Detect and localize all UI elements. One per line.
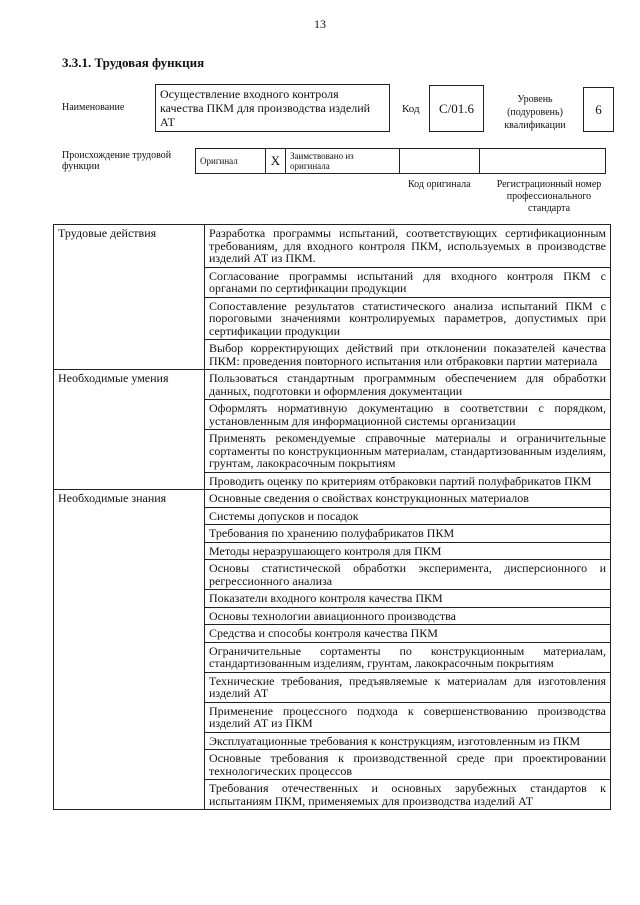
borrowed-label: Заимствовано из оригинала	[290, 151, 354, 171]
reg-number-cell	[480, 149, 606, 174]
section-item: Ограничительные сортаменты по конструкционным материалам, стандартизованным изделиям, грунтам, лакокрасочным покрытиям	[205, 642, 611, 672]
section-item: Выбор корректирующих действий при отклонении показателей качества ПКМ: проведения повторного испытания или отбраковки партии материала	[205, 340, 611, 370]
page-number: 13	[314, 17, 326, 31]
code-original-caption: Код оригинала	[408, 179, 471, 190]
name-label: Наименование	[62, 102, 125, 113]
section-label: Необходимые знания	[54, 490, 205, 810]
section-item: Сопоставление результатов статистического анализа испытаний ПКМ с пороговыми значениями контролируемых параметров, допустимых при сертификации продукции	[205, 297, 611, 340]
section-item: Средства и способы контроля качества ПКМ	[205, 625, 611, 643]
section-item: Методы неразрушающего контроля для ПКМ	[205, 542, 611, 560]
section-item: Основы статистической обработки эксперимента, дисперсионного и регрессионного анализа	[205, 560, 611, 590]
section-title: 3.3.1. Трудовая функция	[62, 55, 205, 70]
level-value: 6	[595, 101, 602, 117]
section-item: Применение процессного подхода к совершенствованию производства изделий АТ из ПКМ	[205, 702, 611, 732]
section-item: Основы технологии авиационного производства	[205, 607, 611, 625]
section-item: Согласование программы испытаний для входного контроля ПКМ с органами по сертификации продукции	[205, 267, 611, 297]
section-item: Пользоваться стандартным программным обеспечением для обработки данных, подготовки и оформления документации	[205, 370, 611, 400]
section-item: Эксплуатационные требования к конструкциям, изготовленным из ПКМ	[205, 732, 611, 750]
section-item: Проводить оценку по критериям отбраковки партий полуфабрикатов ПКМ	[205, 472, 611, 490]
table-row	[54, 225, 611, 268]
table-row	[54, 490, 611, 508]
code-box	[429, 85, 484, 132]
function-name-value: Осуществление входного контроля качества ПКМ для производства изделий АТ	[160, 87, 371, 129]
section-item: Применять рекомендуемые справочные материалы и ограничительные сортаменты по конструкционным материалам, стандартизованным изделиям, грунтам, лакокрасочным покрытиям	[205, 430, 611, 473]
original-label: Оригинал	[200, 156, 238, 166]
level-box	[583, 87, 614, 132]
section-item: Системы допусков и посадок	[205, 507, 611, 525]
function-details-table	[53, 224, 611, 810]
original-mark: X	[266, 149, 286, 174]
origin-label: Происхождение трудовой функции	[62, 150, 172, 172]
original-cell	[196, 149, 266, 174]
section-item: Требования по хранению полуфабрикатов ПКМ	[205, 525, 611, 543]
origin-table	[195, 148, 606, 174]
section-item: Основные сведения о свойствах конструкционных материалов	[205, 490, 611, 508]
section-item: Разработка программы испытаний, соответствующих сертификационным требованиям, для входного контроля ПКМ, используемых в производстве изделий АТ из ПКМ.	[205, 225, 611, 268]
section-item: Показатели входного контроля качества ПКМ	[205, 590, 611, 608]
borrowed-cell	[286, 149, 400, 174]
reg-number-caption: Регистрационный номер профессионального стандарта	[496, 179, 602, 214]
section-label: Необходимые умения	[54, 370, 205, 490]
level-label: Уровень (подуровень) квалификации	[504, 94, 566, 131]
section-label: Трудовые действия	[54, 225, 205, 370]
section-item: Оформлять нормативную документацию в соответствии с порядком, установленным для информационной системы организации	[205, 400, 611, 430]
function-name-box	[155, 84, 390, 132]
code-label: Код	[402, 103, 420, 115]
code-original-cell	[400, 149, 480, 174]
section-item: Основные требования к производственной среде при проектировании технологических процессов	[205, 750, 611, 780]
code-value: С/01.6	[438, 100, 475, 116]
section-item: Требования отечественных и основных зарубежных стандартов к испытаниям ПКМ, применяемых для производства изделий АТ	[205, 780, 611, 810]
table-row	[54, 370, 611, 400]
section-item: Технические требования, предъявляемые к материалам для изготовления изделий АТ	[205, 672, 611, 702]
